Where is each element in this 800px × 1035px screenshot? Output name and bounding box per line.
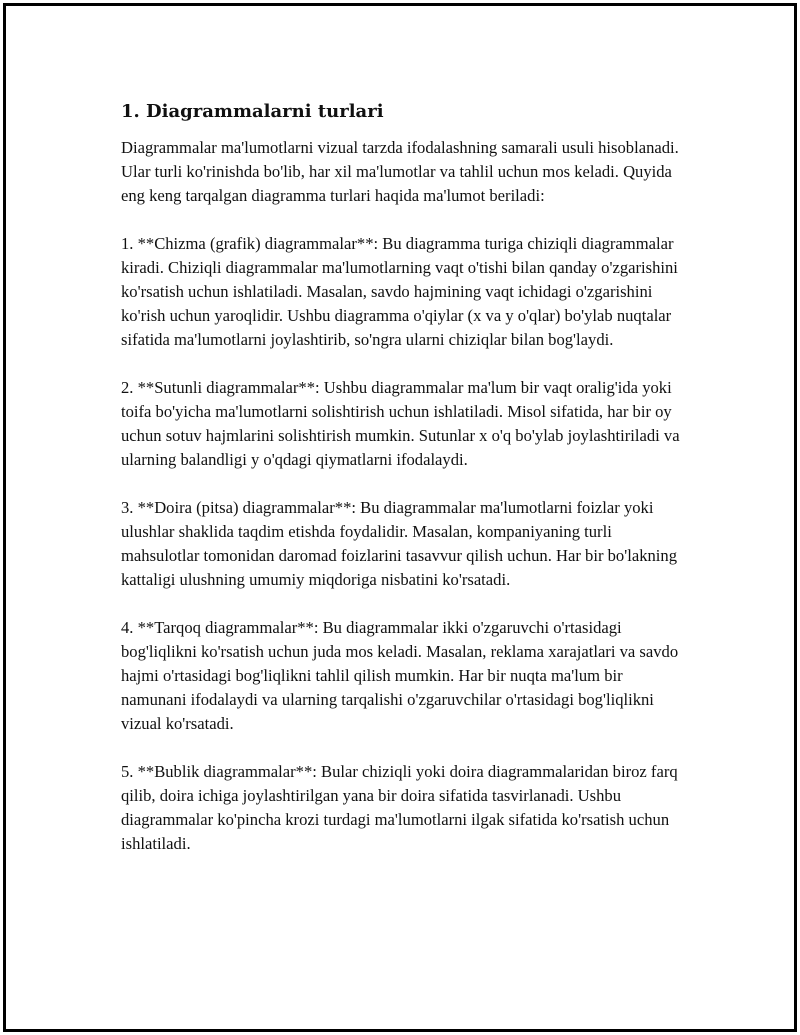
- section-heading: 1. Diagrammalarni turlari: [121, 101, 384, 122]
- paragraph-bar-charts: 2. **Sutunli diagrammalar**: Ushbu diagrammalar ma'lum bir vaqt oralig'ida yoki toifa bo'yicha ma'lumotlarni solishtirish uchun ishlatiladi. Misol sifatida, har bir oy uchun sotuv hajmlarini solishtirish mumkin. Sutunlar x o'q bo'ylab joylashtiriladi va ularning balandligi y o'qdagi qiymatlarni ifodalaydi.: [121, 378, 680, 469]
- intro-paragraph: Diagrammalar ma'lumotlarni vizual tarzda ifodalashning samarali usuli hisoblanadi. Ular turli ko'rinishda bo'lib, har xil ma'lumotlar va tahlil uchun mos keladi. Quyida eng keng tarqalgan diagramma turlari haqida ma'lumot beriladi:: [121, 138, 679, 205]
- paragraph-pie-charts: 3. **Doira (pitsa) diagrammalar**: Bu diagrammalar ma'lumotlarni foizlar yoki ulushlar shaklida taqdim etishda foydalidir. Masalan, kompaniyaning turli mahsulotlar tomonidan daromad foizlarini tasavvur qilish uchun. Har bir bo'lakning kattaligi ulushning umumiy miqdoriga nisbatini ko'rsatadi.: [121, 498, 677, 589]
- paragraph-donut-charts: 5. **Bublik diagrammalar**: Bular chiziqli yoki doira diagrammalaridan biroz farq qilib, doira ichiga joylashtirilgan yana bir doira sifatida tasvirlanadi. Ushbu diagrammalar ko'pincha krozi turdagi ma'lumotlarni ilgak sifatida ko'rsatish uchun ishlatiladi.: [121, 762, 678, 853]
- paragraph-line-charts: 1. **Chizma (grafik) diagrammalar**: Bu diagramma turiga chiziqli diagrammalar kiradi. Chiziqli diagrammalar ma'lumotlarning vaqt o'tishi bilan qanday o'zgarishini ko'rsatish uchun ishlatiladi. Masalan, savdo hajmining vaqt ichidagi o'zgarishini ko'rish uchun yaroqlidir. Ushbu diagramma o'qiylar (x va y o'qlar) bo'ylab nuqtalar sifatida ma'lumotlarni joylashtirib, so'ngra ularni chiziqlar bilan bog'laydi.: [121, 234, 678, 349]
- document-body: [121, 98, 681, 880]
- page-frame: [3, 3, 797, 1032]
- paragraph-scatter-charts: 4. **Tarqoq diagrammalar**: Bu diagrammalar ikki o'zgaruvchi o'rtasidagi bog'liqlikni ko'rsatish uchun juda mos keladi. Masalan, reklama xarajatlari va savdo hajmi o'rtasidagi bog'liqlikni tahlil qilish mumkin. Har bir nuqta ma'lum bir namunani ifodalaydi va ularning tarqalishi o'zgaruvchilar o'rtasidagi bog'liqlikni vizual ko'rsatadi.: [121, 618, 679, 733]
